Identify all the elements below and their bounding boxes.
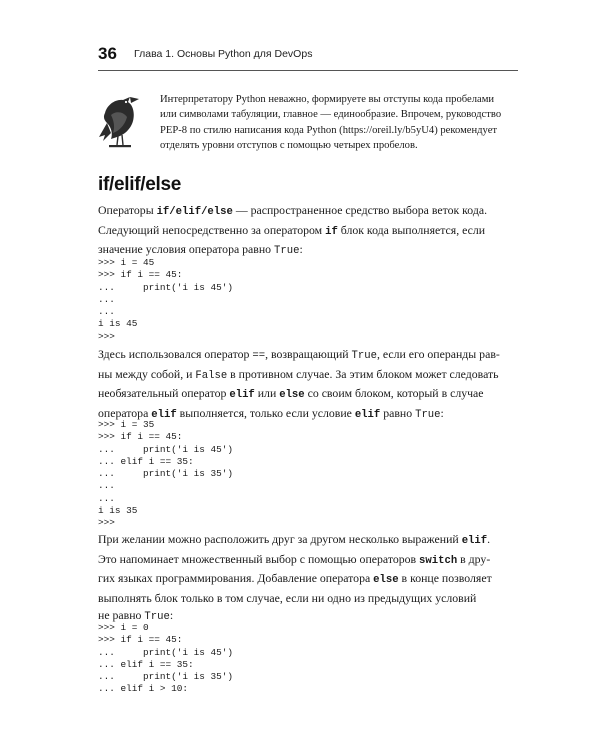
raven-icon <box>97 93 143 151</box>
code-line: >>> <box>98 330 115 342</box>
code-line: ... print('i is 45') <box>98 646 234 658</box>
code-line: i is 35 <box>98 505 138 517</box>
code-line: ... print('i is 35') <box>98 671 234 683</box>
code-line: ... elif i > 10: <box>98 683 189 695</box>
paragraph-intro: Операторы if/elif/else — распространенное средство выбора веток кода. Следующий непосредственно за оператором if блок кода выполняется, если значение условия оператора равно True: <box>98 203 488 257</box>
paragraph-switch: При желании можно расположить друг за другом несколько выражений elif. Это напоминает множественный выбор с помощью операторов switch в дру- гих языках программирования. Добавление оператора else в конце позволяет выполнять блок только в том случае, если ни одно из предыдущих условий не равно True: <box>98 532 492 623</box>
code-line: ... elif i == 35: <box>98 455 194 467</box>
note-line: PEP-8 по стилю написания кода Python (https://oreil.ly/b5yU4) рекомендует <box>160 124 498 136</box>
note-line: или символами табуляции, главное — единообразие. Впрочем, руководство <box>160 109 502 121</box>
code-block-elif <box>98 419 518 530</box>
section-heading: if/elif/else <box>98 174 181 195</box>
note-line: отделять уровни отступов с помощью четырех пробелов. <box>160 139 418 151</box>
code-line: ... print('i is 45') <box>98 443 234 455</box>
code-line: >>> if i == 45: <box>98 431 183 443</box>
code-line: >>> i = 0 <box>98 622 149 633</box>
code-line: >>> <box>98 517 115 529</box>
code-block-if <box>98 257 518 343</box>
code-line: >>> i = 35 <box>98 419 155 430</box>
running-header <box>98 44 518 68</box>
code-line: ... <box>98 293 115 305</box>
note-line: Интерпретатору Python неважно, формируете вы отступы кода пробелами <box>160 94 495 105</box>
header-divider <box>98 70 518 71</box>
code-line: >>> if i == 45: <box>98 269 183 281</box>
code-line: ... elif i == 35: <box>98 658 194 670</box>
note-box <box>160 92 520 153</box>
code-line: ... print('i is 35') <box>98 468 234 480</box>
code-line: ... <box>98 480 115 492</box>
code-line: >>> if i == 45: <box>98 634 183 646</box>
code-line: ... <box>98 306 115 318</box>
code-line: ... print('i is 45') <box>98 281 234 293</box>
paragraph-elif: Здесь использовался оператор ==, возвращающий True, если его операнды рав- ны между собой, и False в противном случае. За этим блоком может следовать необязательный оператор elif или else со своим блоком, который в случае оператора elif выполняется, только если условие elif равно True: <box>98 347 500 421</box>
chapter-title: Глава 1. Основы Python для DevOps <box>134 48 313 60</box>
code-line: ... <box>98 492 115 504</box>
code-block-multi-elif <box>98 622 518 696</box>
code-line: >>> i = 45 <box>98 257 155 268</box>
code-line: i is 45 <box>98 318 138 330</box>
page-number: 36 <box>98 44 117 63</box>
